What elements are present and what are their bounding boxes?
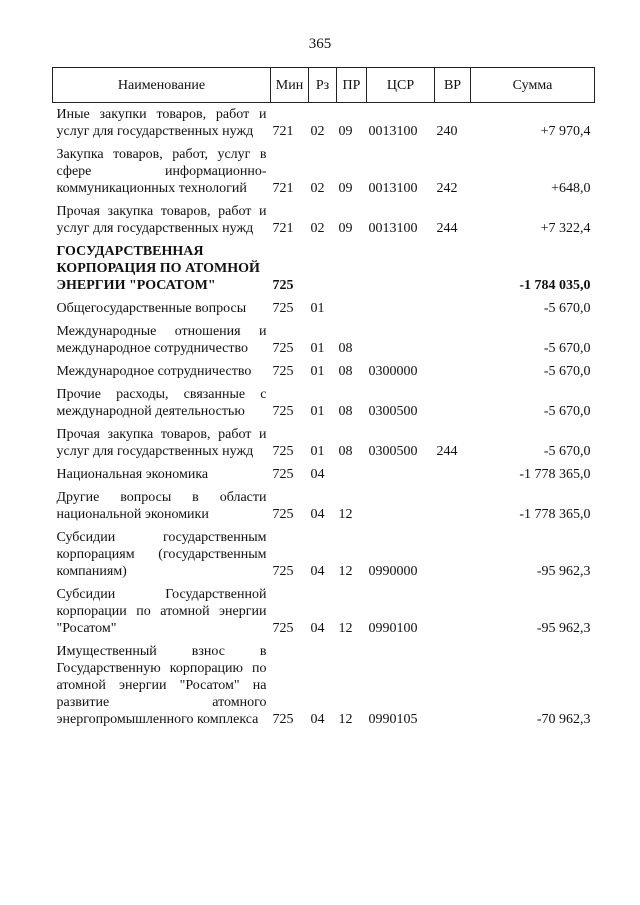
cell-name: Имущественный взнос в Государственную корпорацию по атомной энергии "Росатом" на развитие атомного энергопромышленного комплекса [56, 644, 267, 727]
cell-csr: 0300000 [368, 364, 418, 379]
cell-min: 725 [272, 278, 294, 293]
cell-csr [367, 463, 435, 486]
cell-rz: 01 [310, 341, 325, 356]
cell-csr: 0990105 [368, 712, 418, 727]
cell-csr [367, 320, 435, 360]
table-row [53, 383, 595, 423]
header-vr: ВР [435, 68, 471, 103]
cell-name: Международное сотрудничество [56, 364, 252, 379]
cell-sum: -5 670,0 [543, 364, 591, 379]
cell-csr [367, 297, 435, 320]
cell-pr: 12 [338, 621, 353, 636]
cell-name: Субсидии Государственной корпорации по атомной энергии "Росатом" [56, 587, 267, 636]
cell-rz: 04 [310, 467, 325, 482]
table-row [53, 320, 595, 360]
cell-vr: 242 [436, 181, 458, 196]
cell-vr [435, 486, 471, 526]
header-rz: Рз [309, 68, 337, 103]
table-row [53, 463, 595, 486]
cell-vr [435, 240, 471, 297]
table-body [53, 103, 595, 732]
cell-sum: -1 778 365,0 [519, 467, 591, 482]
cell-min: 725 [272, 301, 294, 316]
table-row [53, 297, 595, 320]
cell-pr [337, 463, 367, 486]
cell-min: 725 [272, 341, 294, 356]
table-row [53, 240, 595, 297]
cell-csr: 0013100 [368, 181, 418, 196]
header-csr: ЦСР [367, 68, 435, 103]
cell-vr: 244 [436, 221, 458, 236]
cell-min: 721 [272, 181, 294, 196]
cell-sum: -1 784 035,0 [519, 278, 591, 293]
cell-rz: 02 [310, 181, 325, 196]
cell-pr: 09 [338, 124, 353, 139]
cell-rz: 02 [310, 221, 325, 236]
cell-pr: 12 [338, 564, 353, 579]
header-row [53, 68, 595, 103]
table-row [53, 526, 595, 583]
table-row [53, 200, 595, 240]
cell-min: 725 [272, 564, 294, 579]
cell-name: Закупка товаров, работ, услуг в сфере информационно-коммуникационных технологий [56, 147, 267, 196]
cell-csr [367, 486, 435, 526]
cell-vr [435, 297, 471, 320]
page-number: 365 [308, 36, 332, 52]
cell-min: 725 [272, 507, 294, 522]
cell-sum: +7 322,4 [540, 221, 591, 236]
cell-vr: 244 [436, 444, 458, 459]
cell-pr: 12 [338, 712, 353, 727]
cell-min: 725 [272, 444, 294, 459]
cell-vr [435, 640, 471, 731]
cell-sum: -5 670,0 [543, 444, 591, 459]
cell-csr: 0300500 [368, 444, 418, 459]
table-row [53, 423, 595, 463]
cell-sum: -5 670,0 [543, 404, 591, 419]
table-row [53, 486, 595, 526]
cell-vr [435, 583, 471, 640]
table-row [53, 640, 595, 731]
table-header [53, 68, 595, 103]
cell-name: Субсидии государственным корпорациям (государственным компаниям) [56, 530, 267, 579]
cell-name: ГОСУДАРСТВЕННАЯ КОРПОРАЦИЯ ПО АТОМНОЙ ЭНЕРГИИ "РОСАТОМ" [56, 244, 260, 293]
cell-vr [435, 463, 471, 486]
cell-name: Другие вопросы в области национальной экономики [56, 490, 267, 522]
cell-name: Международные отношения и международное сотрудничество [56, 324, 267, 356]
cell-rz: 01 [310, 444, 325, 459]
cell-pr: 09 [338, 181, 353, 196]
cell-sum: -95 962,3 [536, 621, 591, 636]
cell-min: 725 [272, 364, 294, 379]
cell-sum: -1 778 365,0 [519, 507, 591, 522]
budget-table [52, 67, 595, 731]
header-pr: ПР [337, 68, 367, 103]
table-row [53, 103, 595, 144]
cell-rz: 04 [310, 564, 325, 579]
cell-min: 721 [272, 124, 294, 139]
header-sum: Сумма [471, 68, 595, 103]
cell-sum: -70 962,3 [536, 712, 591, 727]
cell-sum: -95 962,3 [536, 564, 591, 579]
cell-rz: 02 [310, 124, 325, 139]
cell-pr: 08 [338, 364, 353, 379]
cell-vr: 240 [436, 124, 458, 139]
cell-pr: 08 [338, 444, 353, 459]
cell-csr: 0013100 [368, 124, 418, 139]
cell-vr [435, 320, 471, 360]
cell-csr: 0990000 [368, 564, 418, 579]
cell-name: Иные закупки товаров, работ и услуг для государственных нужд [56, 107, 267, 139]
cell-rz: 04 [310, 621, 325, 636]
table-row [53, 360, 595, 383]
cell-sum: -5 670,0 [543, 301, 591, 316]
cell-rz [309, 240, 337, 297]
cell-csr: 0300500 [368, 404, 418, 419]
cell-csr: 0990100 [368, 621, 418, 636]
header-min: Мин [271, 68, 309, 103]
cell-vr [435, 383, 471, 423]
cell-name: Прочие расходы, связанные с международной деятельностью [56, 387, 267, 419]
cell-name: Прочая закупка товаров, работ и услуг для государственных нужд [56, 204, 267, 236]
cell-pr [337, 240, 367, 297]
cell-pr: 09 [338, 221, 353, 236]
cell-min: 725 [272, 712, 294, 727]
cell-csr: 0013100 [368, 221, 418, 236]
cell-rz: 04 [310, 712, 325, 727]
cell-rz: 01 [310, 364, 325, 379]
cell-min: 725 [272, 467, 294, 482]
cell-csr [367, 240, 435, 297]
cell-min: 721 [272, 221, 294, 236]
table-row [53, 583, 595, 640]
cell-vr [435, 526, 471, 583]
cell-sum: +7 970,4 [540, 124, 591, 139]
cell-rz: 04 [310, 507, 325, 522]
cell-rz: 01 [310, 301, 325, 316]
cell-name: Прочая закупка товаров, работ и услуг для государственных нужд [56, 427, 267, 459]
table-row [53, 143, 595, 200]
cell-vr [435, 360, 471, 383]
cell-pr: 12 [338, 507, 353, 522]
cell-name: Общегосударственные вопросы [56, 301, 247, 316]
cell-sum: -5 670,0 [543, 341, 591, 356]
cell-min: 725 [272, 404, 294, 419]
cell-pr [337, 297, 367, 320]
cell-rz: 01 [310, 404, 325, 419]
header-name: Наименование [53, 68, 271, 103]
cell-min: 725 [272, 621, 294, 636]
cell-name: Национальная экономика [56, 467, 209, 482]
cell-pr: 08 [338, 341, 353, 356]
cell-sum: +648,0 [551, 181, 591, 196]
cell-pr: 08 [338, 404, 353, 419]
